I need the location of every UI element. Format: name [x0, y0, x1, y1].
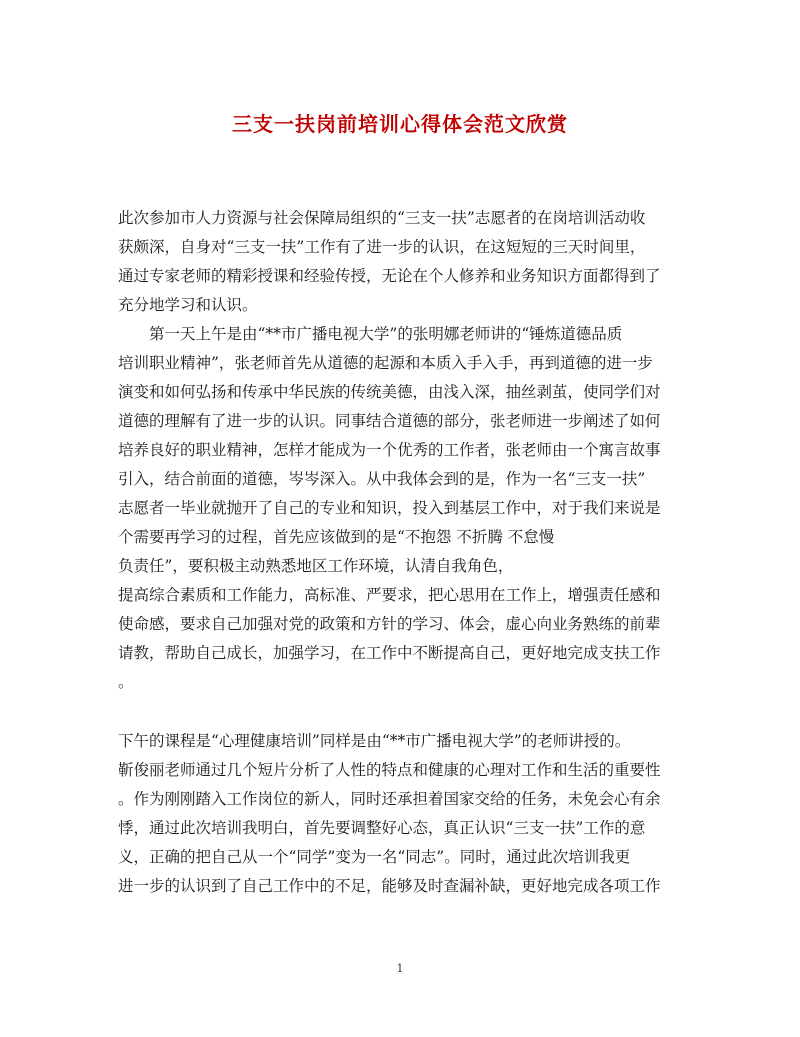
- text-line: 志愿者一毕业就抛开了自己的专业和知识，投入到基层工作中，对于我们来说是: [118, 499, 661, 517]
- document-title: 三支一扶岗前培训心得体会范文欣赏: [232, 112, 568, 136]
- text-line: 个需要再学习的过程，首先应该做到的是“不抱怨 不折腾 不怠慢: [118, 528, 555, 546]
- text-line: 靳俊丽老师通过几个短片分析了人性的特点和健康的心理对工作和生活的重要性: [118, 761, 661, 779]
- text-line: 悸，通过此次培训我明白，首先要调整好心态，真正认识“三支一扶”工作的意: [118, 819, 646, 837]
- text-line: 培训职业精神”，张老师首先从道德的起源和本质入手入手，再到道德的进一步: [118, 354, 653, 372]
- text-line: 负责任”，要积极主动熟悉地区工作环境，认清自我角色，: [118, 557, 514, 575]
- text-line: 第一天上午是由“**市广播电视大学”的张明娜老师讲的“锤炼道德品质: [149, 325, 623, 343]
- page-number: 1: [396, 962, 404, 975]
- text-line: 请教，帮助自己成长，加强学习，在工作中不断提高自己，更好地完成支扶工作: [118, 644, 661, 662]
- text-line: 培养良好的职业精神，怎样才能成为一个优秀的工作者，张老师由一个寓言故事: [118, 441, 661, 459]
- text-line: 演变和如何弘扬和传承中华民族的传统美德，由浅入深，抽丝剥茧，使同学们对: [118, 383, 661, 401]
- text-line: 道德的理解有了进一步的认识。同事结合道德的部分，张老师进一步阐述了如何: [118, 412, 661, 430]
- text-line: 。作为刚刚踏入工作岗位的新人，同时还承担着国家交给的任务，未免会心有余: [118, 790, 661, 808]
- text-line: 进一步的认识到了自己工作中的不足，能够及时查漏补缺，更好地完成各项工作: [118, 877, 661, 895]
- text-line: 通过专家老师的精彩授课和经验传授，无论在个人修养和业务知识方面都得到了: [118, 267, 661, 285]
- text-line: 义，正确的把自己从一个“同学”变为一名“同志”。同时，通过此次培训我更: [118, 848, 631, 866]
- text-line: 提高综合素质和工作能力，高标准、严要求，把心思用在工作上，增强责任感和: [118, 586, 661, 604]
- text-line: 引入，结合前面的道德，岑岑深入。从中我体会到的是，作为一名“三支一扶”: [118, 470, 646, 488]
- text-line: 。: [118, 673, 134, 691]
- text-line: 充分地学习和认识。: [118, 296, 258, 314]
- text-line: 使命感，要求自己加强对党的政策和方针的学习、体会，虚心向业务熟练的前辈: [118, 615, 661, 633]
- text-line: 获颇深，自身对“三支一扶”工作有了进一步的认识，在这短短的三天时间里，: [118, 238, 646, 256]
- text-line: 下午的课程是“心理健康培训”同样是由“**市广播电视大学”的老师讲授的。: [118, 732, 631, 750]
- text-line: 此次参加市人力资源与社会保障局组织的“三支一扶”志愿者的在岗培训活动收: [118, 209, 646, 227]
